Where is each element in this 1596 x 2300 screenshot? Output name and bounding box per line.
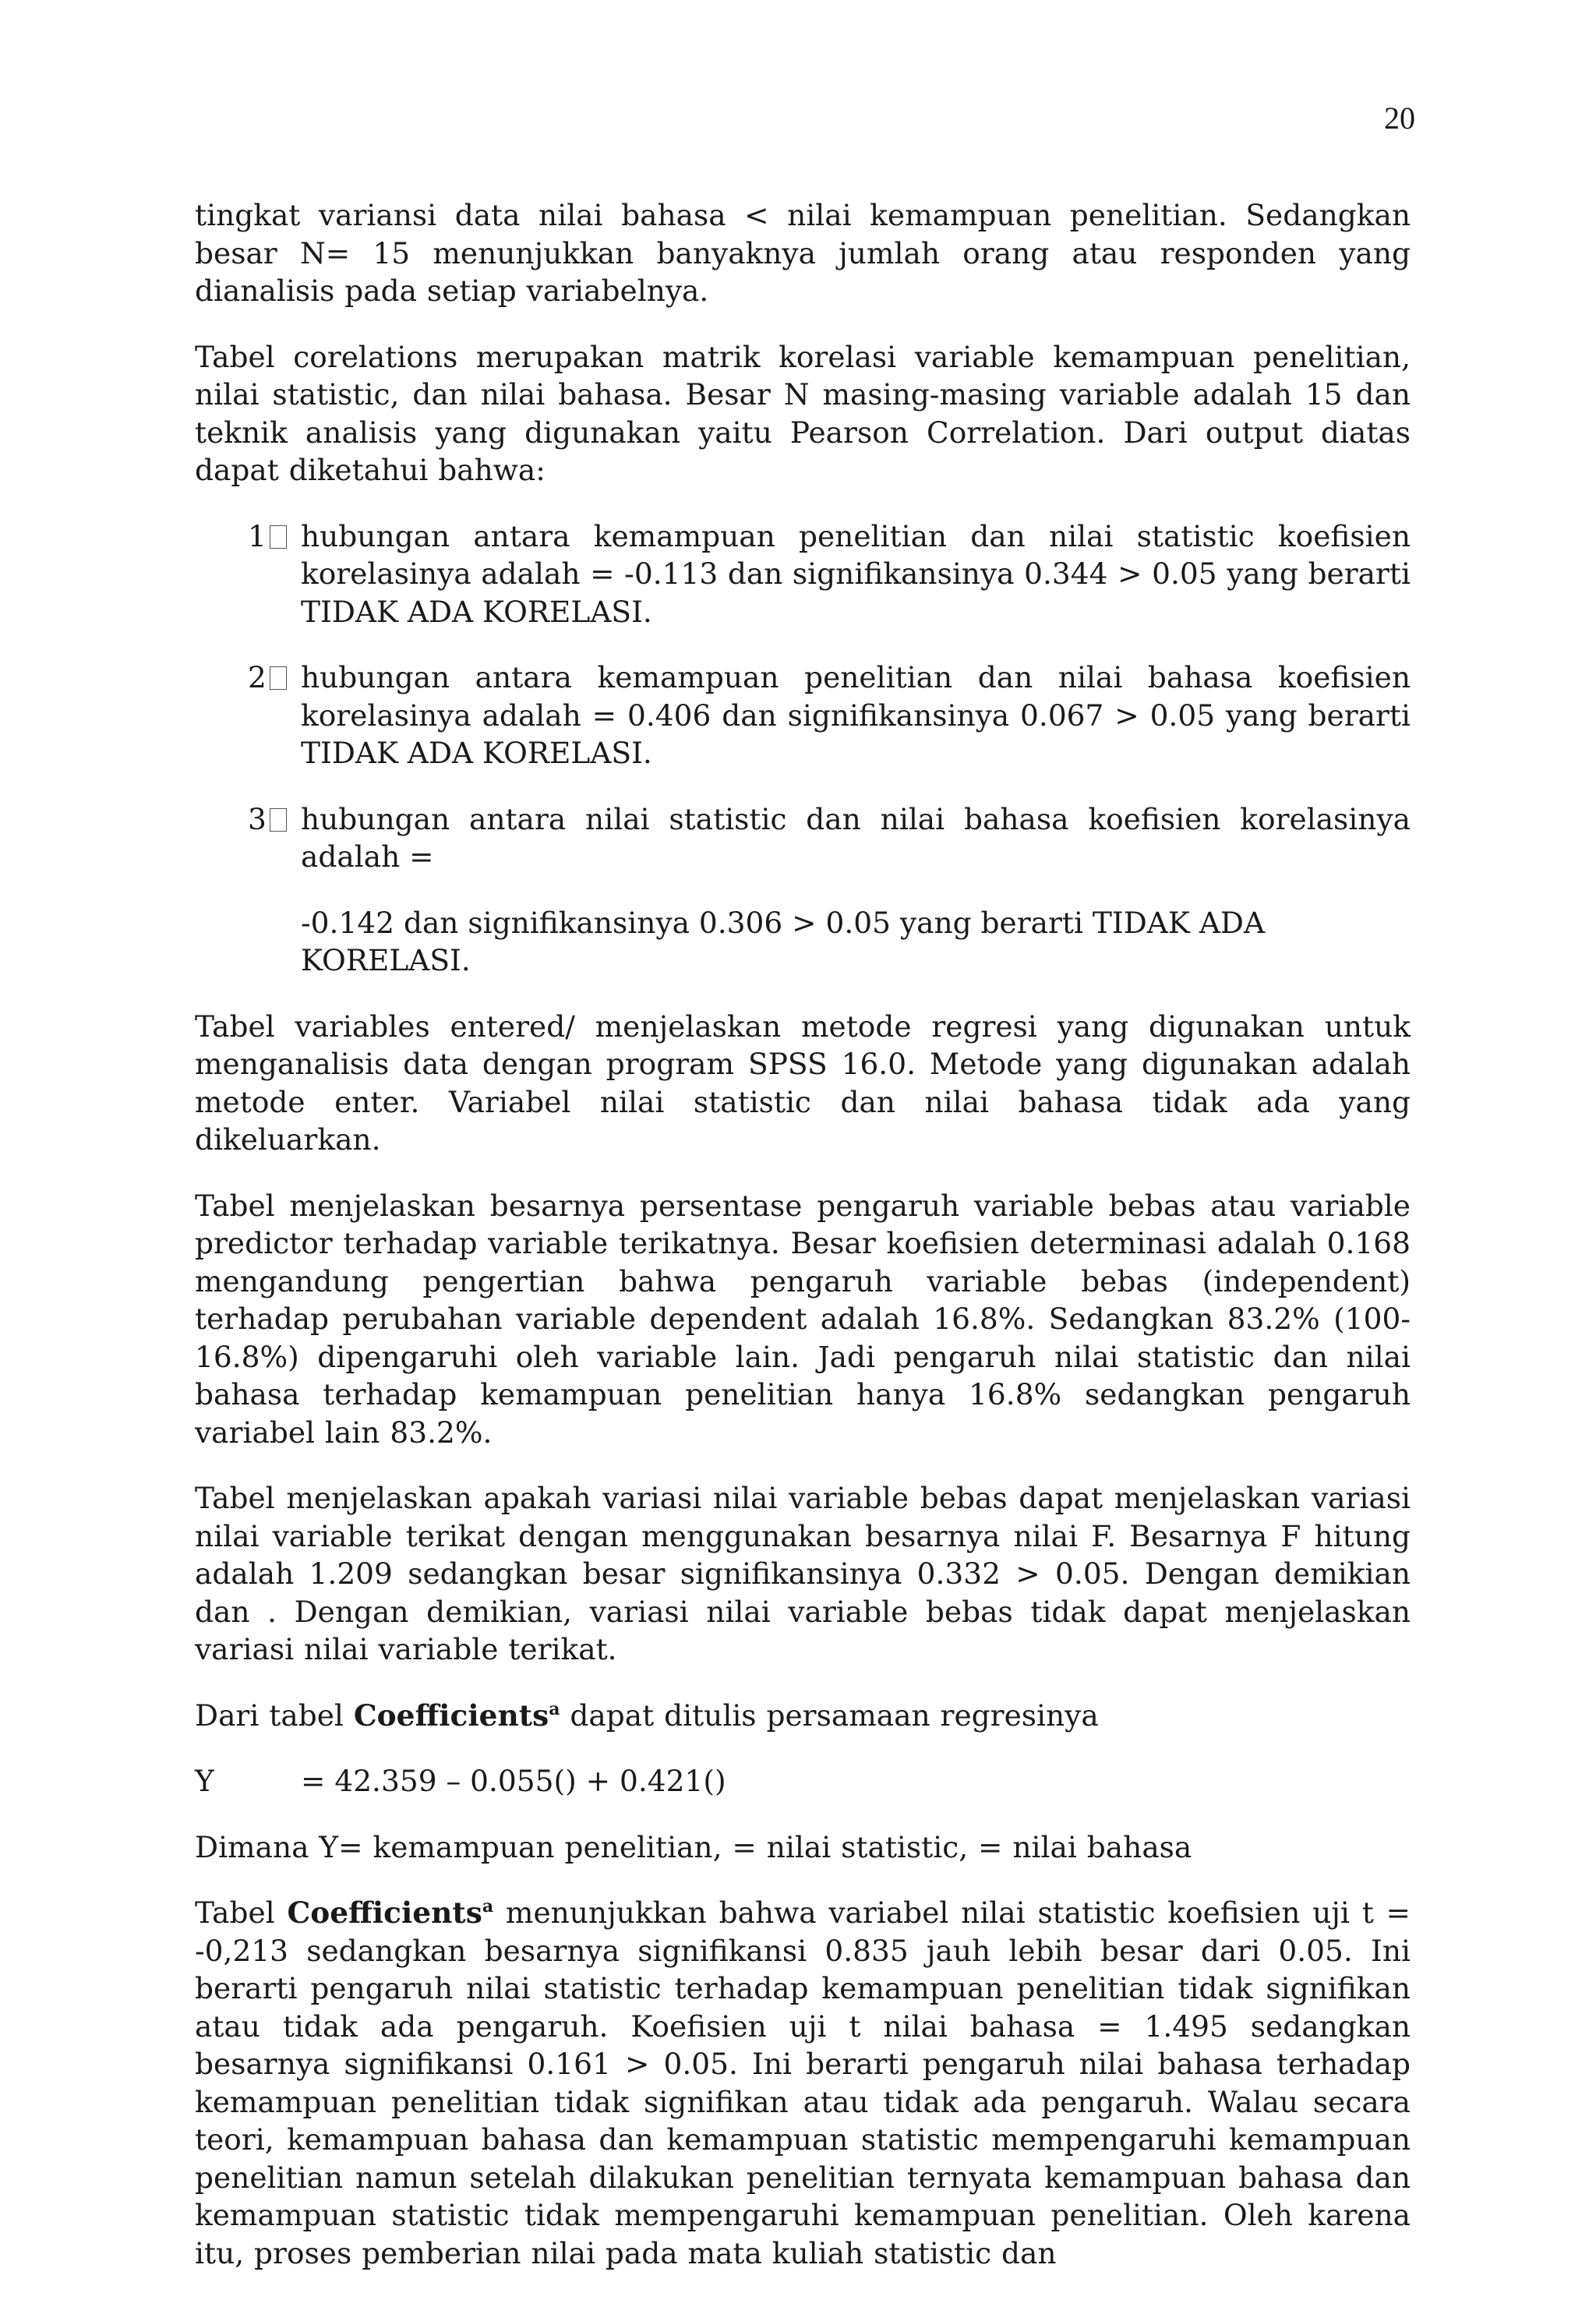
missing-glyph-icon <box>270 525 287 549</box>
coefficients-label: Coefficients <box>353 1698 549 1733</box>
coefficients-label: Coefficients <box>287 1895 482 1930</box>
list-item-number: 3 <box>248 800 299 839</box>
paragraph-anova: Tabel menjelaskan apakah variasi nilai variable bebas dapat menjelaskan variasi nilai variable terikat dengan menggunakan besarnya nilai F. Besarnya F hitung adalah 1.209 sedangkan besar signifikansinya 0.332 > 0.05. Dengan demikian dan . Dengan demikian, variasi nilai variable bebas tidak dapat menjelaskan variasi nilai variable terikat. <box>195 1481 1411 1666</box>
regression-equation <box>195 1762 1411 1800</box>
paragraph-model-summary: Tabel menjelaskan besarnya persentase pengaruh variable bebas atau variable predictor terhadap variable terikatnya. Besar koefisien determinasi adalah 0.168 mengandung pengertian bahwa pengaruh variable bebas (independent) terhadap perubahan variable dependent adalah 16.8%. Sedangkan 83.2% (100-16.8%) dipengaruhi oleh variable lain. Jadi pengaruh nilai statistic dan nilai bahasa terhadap kemampuan penelitian hanya 16.8% sedangkan pengaruh variabel lain 83.2%. <box>195 1188 1411 1450</box>
coefficients-superscript: a <box>549 1698 560 1719</box>
equation-lhs: Y <box>195 1764 214 1798</box>
list-item-number: 1 <box>248 518 299 556</box>
missing-glyph-icon <box>270 808 287 832</box>
list-item-text: hubungan antara kemampuan penelitian dan nilai bahasa koefisien korelasinya adalah = 0.406 dan signifikansinya 0.067 > 0.05 yang berarti TIDAK ADA KORELASI. <box>301 660 1411 770</box>
list-item-number: 2 <box>248 659 299 697</box>
list-item <box>195 659 1411 772</box>
paragraph-correlations: Tabel corelations merupakan matrik korelasi variable kemampuan penelitian, nilai statistic, dan nilai bahasa. Besar N masing-masing variable adalah 15 dan teknik analisis yang digunakan yaitu Pearson Correlation. Dari output diatas dapat diketahui bahwa: <box>195 339 1411 487</box>
paragraph-coefficients-intro: Dari tabel Coefficients$^a$ dapat ditulis persamaan regresinya <box>195 1698 1099 1733</box>
equation-rhs: = 42.359 – 0.055() + 0.421() <box>301 1764 726 1798</box>
page-number: 20 <box>1384 101 1415 136</box>
list-item-text: hubungan antara nilai statistic dan nilai bahasa koefisien korelasinya adalah = <box>301 801 1411 874</box>
paragraph-coefficients-analysis: Tabel Coefficients$^a$ menunjukkan bahwa variabel nilai statistic koefisien uji t = -0,213 sedangkan besarnya signifikansi 0.835 jauh lebih besar dari 0.05. Ini berarti pengaruh nilai statistic terhadap kemampuan penelitian tidak signifikan atau tidak ada pengaruh. Koefisien uji t nilai bahasa = 1.495 sedangkan besarnya signifikansi 0.161 > 0.05. Ini berarti pengaruh nilai bahasa terhadap kemampuan penelitian tidak signifikan atau tidak ada pengaruh. Walau secara teori, kemampuan bahasa dan kemampuan statistic mempengaruhi kemampuan penelitian namun setelah dilakukan penelitian ternyata kemampuan bahasa dan kemampuan statistic tidak mempengaruhi kemampuan penelitian. Oleh karena itu, proses pemberian nilai pada mata kuliah statistic dan <box>195 1895 1411 2270</box>
list-item-continuation: -0.142 dan signifikansinya 0.306 > 0.05 yang berarti TIDAK ADA KORELASI. <box>301 905 1266 977</box>
list-item <box>195 518 1411 631</box>
page-body <box>195 196 1411 2300</box>
paragraph-variable-definitions: Dimana Y= kemampuan penelitian, = nilai statistic, = nilai bahasa <box>195 1829 1192 1864</box>
coefficients-superscript: a <box>482 1896 494 1917</box>
paragraph-variables-entered: Tabel variables entered/ menjelaskan metode regresi yang digunakan untuk menganalisis data dengan program SPSS 16.0. Metode yang digunakan adalah metode enter. Variabel nilai statistic dan nilai bahasa tidak ada yang dikeluarkan. <box>195 1009 1411 1157</box>
list-item <box>195 800 1411 876</box>
list-item-text: hubungan antara kemampuan penelitian dan nilai statistic koefisien korelasinya adalah = -0.113 dan signifikansinya 0.344 > 0.05 yang berarti TIDAK ADA KORELASI. <box>301 518 1411 629</box>
missing-glyph-icon <box>270 666 287 690</box>
paragraph-variance: tingkat variansi data nilai bahasa < nilai kemampuan penelitian. Sedangkan besar N= 15 menunjukkan banyaknya jumlah orang atau responden yang dianalisis pada setiap variabelnya. <box>195 198 1411 308</box>
